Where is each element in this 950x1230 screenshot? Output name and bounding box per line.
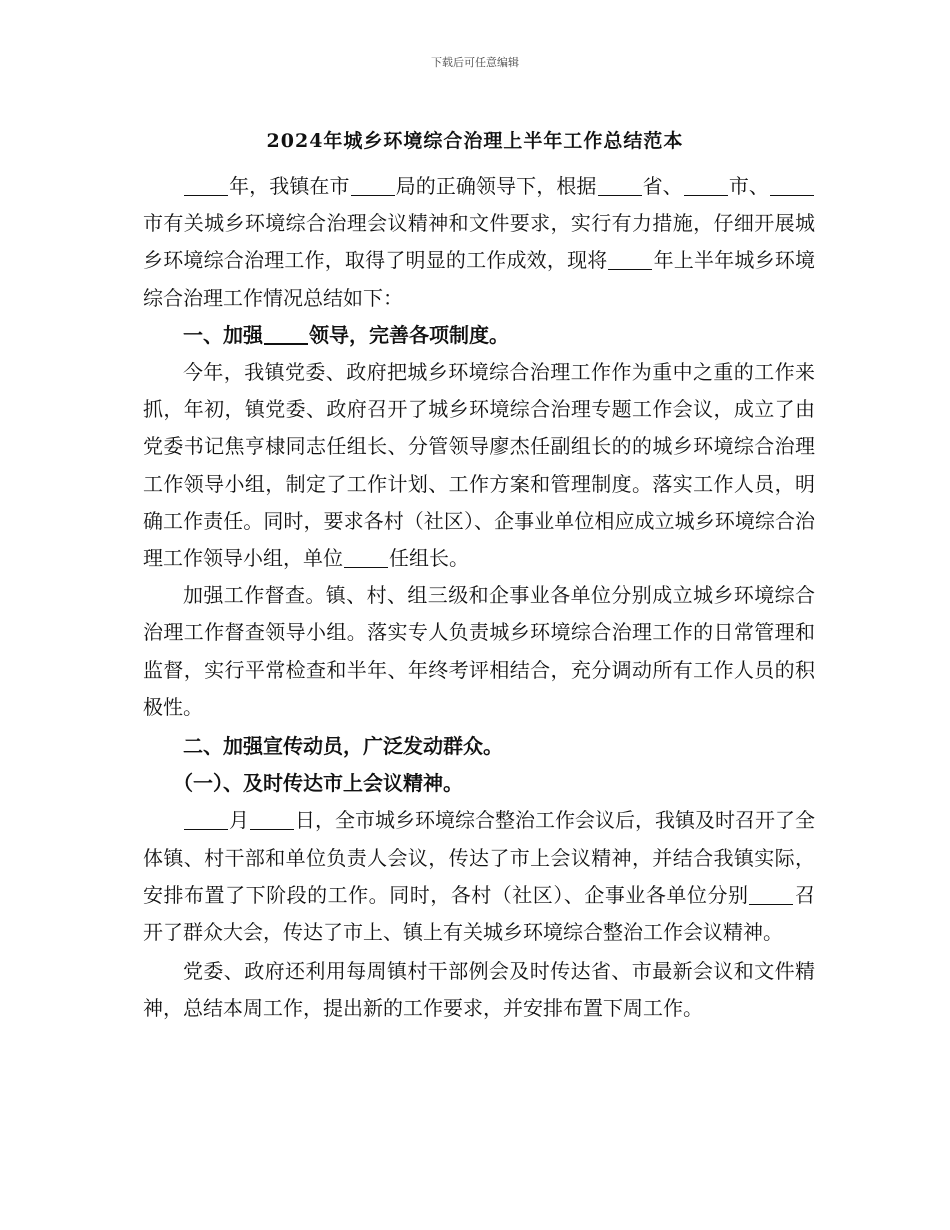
- fill-blank: [351, 175, 395, 196]
- page-title: 2024年城乡环境综合治理上半年工作总结范本: [266, 130, 684, 152]
- fill-blank: [684, 175, 728, 196]
- fill-blank: [264, 323, 308, 345]
- section2-paragraph-2: 党委、政府还利用每周镇村干部例会及时传达省、市最新会议和文件精神，总结本周工作，提出新的工作要求，并安排布置下周工作。: [143, 959, 815, 1021]
- intro-paragraph: 年，我镇在市 局的正确领导下，根据 省、 市、市有关城乡环境综合治理会议精神和文件要求，实行有力措施，仔细开展城乡环境综合治理工作，取得了明显的工作成效，现将 年上半年城乡环境综合治理工作情况总结如下：: [143, 174, 816, 310]
- fill-blank: [608, 249, 652, 270]
- fill-blank: [184, 809, 228, 830]
- fill-blank: [184, 175, 228, 196]
- fill-blank: [344, 547, 388, 568]
- section-heading-2: 二、加强宣传动员，广泛发动群众。: [183, 734, 503, 759]
- section1-paragraph-1: 今年，我镇党委、政府把城乡环境综合治理工作作为重中之重的工作来抓，年初，镇党委、政府召开了城乡环境综合治理专题工作会议，成立了由党委书记焦亨棣同志任组长、分管领导廖杰任副组长的的城乡环境综合治理工作领导小组，制定了工作计划、工作方案和管理制度。落实工作人员，明确工作责任。同时，要求各村（社区）、企事业单位相应成立城乡环境综合治理工作领导小组，单位 任组长。: [143, 360, 815, 571]
- subsection-heading-1: （一）、及时传达市上会议精神。: [173, 771, 463, 796]
- header-note: 下载后可任意编辑: [431, 56, 519, 69]
- fill-blank: [598, 175, 642, 196]
- section-heading-1: 一、加强 领导，完善各项制度。: [183, 322, 509, 347]
- fill-blank: [770, 175, 814, 196]
- section1-paragraph-2: 加强工作督查。镇、村、组三级和企事业各单位分别成立城乡环境综合治理工作督查领导小组。落实专人负责城乡环境综合治理工作的日常管理和监督，实行平常检查和半年、年终考评相结合，充分调动所有工作人员的积极性。: [143, 583, 815, 719]
- section2-paragraph-1: 月 日，全市城乡环境综合整治工作会议后，我镇及时召开了全体镇、村干部和单位负责人会议，传达了市上会议精神，并结合我镇实际，安排布置了下阶段的工作。同时，各村（社区）、企事业各单位分别 召开了群众大会，传达了市上、镇上有关城乡环境综合整治工作会议精神。: [143, 808, 816, 945]
- fill-blank: [250, 809, 294, 830]
- fill-blank: [749, 884, 793, 905]
- document-body: [143, 168, 815, 1028]
